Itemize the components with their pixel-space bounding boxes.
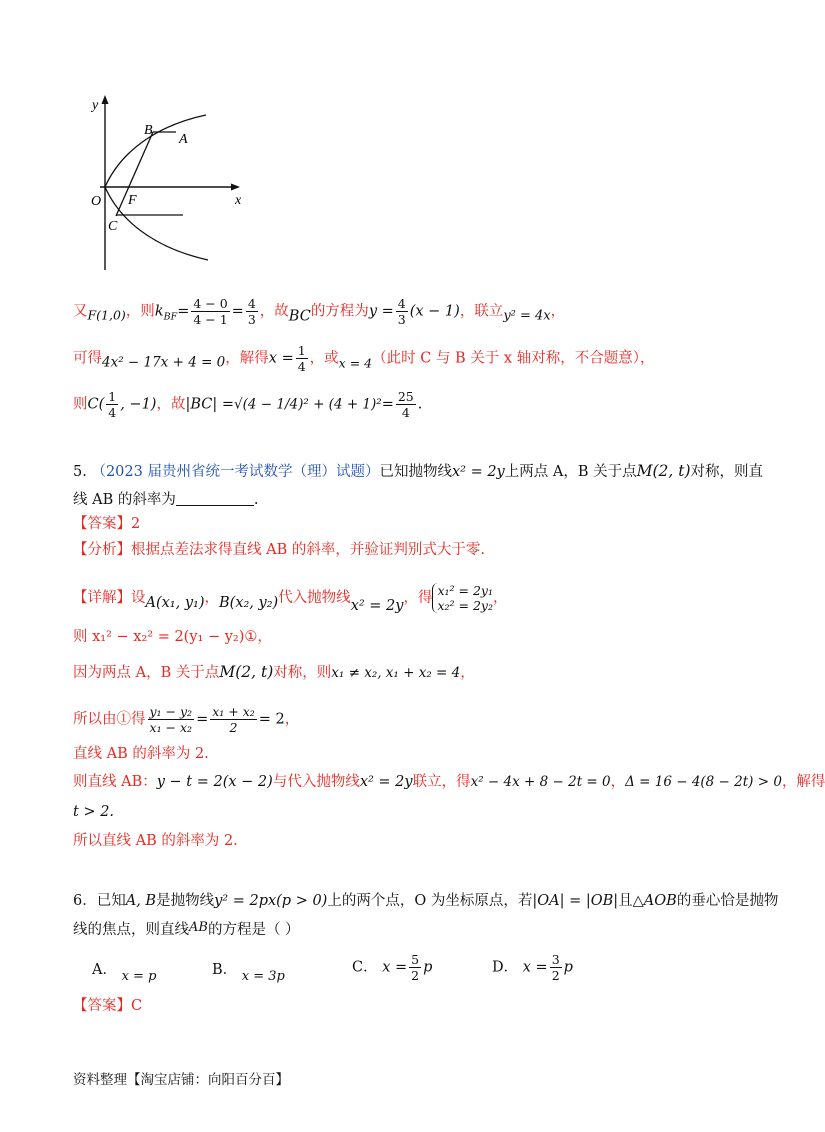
sol4-text: . <box>417 396 423 413</box>
sol4-eq: = <box>177 303 190 320</box>
fraction: $\frac{1}{4}$ <box>108 389 117 420</box>
a5-text: 对称，则 <box>273 665 332 681</box>
fraction: $\frac{3}{2}$ <box>551 952 560 983</box>
question-text: 上两点 A，B 关于点 <box>504 464 637 480</box>
question-text: . <box>253 492 259 508</box>
a5-detail6 <box>73 772 825 792</box>
sol4-text: ，联立 <box>459 303 504 320</box>
sol4-text: 的方程为 <box>310 303 369 320</box>
question-text: 线 AB 的斜率为 <box>73 492 176 508</box>
label-o: O <box>91 194 102 209</box>
fraction: $\frac{4}{3}$ <box>397 296 406 327</box>
label-b: B <box>144 123 153 138</box>
a5-text: ， <box>460 665 475 681</box>
sol4-text: ，或 <box>309 350 339 367</box>
question-text: 的方程是（ ） <box>207 922 300 938</box>
a5-text: ，得 <box>403 590 433 606</box>
quadratic-eq: 4x² − 17x + 4 = 0 <box>102 354 226 371</box>
points-ab: A, B <box>125 893 157 909</box>
option-value: p <box>563 959 573 976</box>
option-value: x = <box>522 959 548 976</box>
fraction: $\frac{5}{2}$ <box>411 952 420 983</box>
a5-text: 代入抛物线 <box>278 590 351 606</box>
fraction: $\frac{25}{4}$ <box>397 389 414 420</box>
sol4-text: ，则 <box>125 303 155 320</box>
x-axis-arrow <box>231 184 240 191</box>
question-text: 且 <box>618 893 633 909</box>
answer-blank <box>176 505 254 506</box>
point-a: A(x₁, y₁) <box>145 595 205 611</box>
sol4-line1 <box>73 296 565 327</box>
parabola-eq: y² = 4x <box>503 308 551 324</box>
option-b[interactable] <box>212 960 285 987</box>
question-text: 已知抛物线 <box>379 464 452 480</box>
a5-text: 【详解】设 <box>73 590 146 606</box>
q6-line1 <box>73 891 778 911</box>
sol4-text: 可得 <box>73 350 102 367</box>
a5-detail2: 则 x₁² − x₂² = 2(y₁ − y₂)①， <box>73 629 272 645</box>
a5-detail3 <box>73 662 475 683</box>
point-b: B(x₂, y₂) <box>219 595 279 611</box>
a5-text: ， <box>204 590 219 606</box>
sol4-text: ，故 <box>156 396 186 413</box>
a5-answer: 【答案】2 <box>73 516 141 532</box>
line-ab: AB <box>189 920 208 935</box>
sol4-text: （此时 C 与 B 关于 x 轴对称，不合题意）， <box>372 350 655 367</box>
line-bc: BC <box>288 308 311 325</box>
q6-answer: 【答案】C <box>73 998 143 1014</box>
label-y: y <box>92 98 99 113</box>
slope-k: k <box>154 303 164 320</box>
a5-eq: = <box>196 711 209 728</box>
line-eq: y − t = 2(x − 2) <box>156 774 273 790</box>
question-text: 对称，则直 <box>690 464 764 480</box>
math: (x − 1) <box>409 303 460 320</box>
sol4-text: ，解得 <box>225 350 269 367</box>
fraction: $\frac{1}{4}$ <box>297 343 306 374</box>
a5-detail5: 直线 AB 的斜率为 2. <box>73 746 209 762</box>
option-value: x = 3p <box>241 969 285 984</box>
discriminant: Δ = 16 − 4(8 − 2t) > 0 <box>625 774 782 790</box>
label-f: F <box>128 193 137 208</box>
a5-text: ， <box>493 590 508 606</box>
a5-text: 所以由①得 <box>73 711 146 728</box>
length-bc: |BC| = <box>185 396 235 413</box>
parabola-figure <box>88 92 248 277</box>
parabola-eq: y² = 2px(p > 0) <box>214 893 328 909</box>
slope-k-sub: BF <box>163 311 178 323</box>
parabola-eq: x² = 2y <box>359 774 413 790</box>
triangle: △AOB <box>632 893 677 909</box>
option-a[interactable] <box>92 960 156 987</box>
question-number: 5. <box>73 464 87 480</box>
parabola-eq: x² = 2y <box>350 598 404 614</box>
sol4-text: 又 <box>73 303 88 320</box>
point-m: M(2, t) <box>636 462 691 480</box>
a5-eq: = 2 <box>258 711 285 728</box>
fraction: $\frac{4}{3}$ <box>247 296 256 327</box>
fraction: $\frac{\text{y₁ − y₂}}{\text{x₁ − x₂}}$ <box>149 704 193 735</box>
label-c: C <box>108 219 118 234</box>
a5-analysis: 【分析】根据点差法求得直线 AB 的斜率，并验证判别式大于零. <box>73 542 485 558</box>
point-c: , −1) <box>120 396 157 413</box>
a5-text: 与代入抛物线 <box>272 774 360 790</box>
a5-text: 因为两点 A，B 关于点 <box>73 665 220 681</box>
footer-text: 资料整理【淘宝店铺：向阳百分百】 <box>73 1072 289 1088</box>
option-label: C． <box>352 959 378 976</box>
option-label: B． <box>212 962 238 978</box>
a5-detail1 <box>73 583 508 616</box>
q5-line1 <box>73 461 763 482</box>
a5-detail7 <box>73 802 114 822</box>
parabola-eq: x² = 2y <box>451 464 505 480</box>
sol4-line3 <box>73 389 422 420</box>
option-label: D． <box>492 959 519 976</box>
sqrt-expr: √(4 − 1/4)² + (4 + 1)² <box>234 396 382 413</box>
result: t > 2. <box>73 804 115 820</box>
question-text: 的垂心恰是抛物 <box>676 893 779 909</box>
equation-system: x₁² = 2y₁ x₂² = 2y₂ <box>432 583 493 613</box>
option-value: x = p <box>121 969 157 984</box>
point-f: F(1,0) <box>87 307 126 323</box>
point-c: C( <box>87 396 105 413</box>
a5-detail8: 所以直线 AB 的斜率为 2. <box>73 833 238 849</box>
question-text: 6．已知 <box>73 893 126 909</box>
sol4-text: 则 <box>73 396 88 413</box>
sol4-eq: = <box>231 303 244 320</box>
question-text: 线的焦点，则直线 <box>73 922 189 938</box>
question-text: 上的两个点，O 为坐标原点，若 <box>327 893 533 909</box>
y-axis-arrow <box>102 95 109 104</box>
option-value: p <box>423 959 433 976</box>
option-d[interactable] <box>492 952 573 983</box>
math: |OA| = |OB| <box>532 893 619 909</box>
option-value: x = <box>382 959 408 976</box>
label-x: x <box>235 193 242 208</box>
a5-text: ， <box>284 711 300 728</box>
a5-text: ，解得 <box>781 774 825 790</box>
fraction: $\frac{\text{x₁ + x₂}}{2}$ <box>212 704 255 735</box>
question-text: 是抛物线 <box>156 893 215 909</box>
option-c[interactable] <box>352 952 432 983</box>
option-label: A． <box>92 962 117 978</box>
a5-text: 则直线 AB： <box>73 774 157 790</box>
math: x = 4 <box>338 355 373 371</box>
math: x₁ ≠ x₂, x₁ + x₂ = 4 <box>331 665 461 681</box>
sol4-text: ， <box>550 303 566 320</box>
a5-detail4 <box>73 704 299 735</box>
sol4-eq: = <box>381 396 394 413</box>
a5-text: 联立，得 <box>412 774 471 790</box>
q5-line2 <box>73 490 258 510</box>
fraction: $\frac{4 - 0}{4 - 1}$ <box>193 296 228 327</box>
quadratic-eq: x² − 4x + 8 − 2t = 0 <box>470 774 611 790</box>
label-a: A <box>179 132 188 147</box>
point-m: M(2, t) <box>219 663 274 681</box>
sol4-text: ，故 <box>259 303 289 320</box>
question-source: （2023 届贵州省统一考试数学（理）试题） <box>91 464 380 480</box>
math: x = <box>268 350 294 367</box>
sol4-line2 <box>73 343 654 374</box>
a5-text: ， <box>610 774 626 790</box>
math: y = <box>368 303 394 320</box>
q6-line2 <box>73 918 300 940</box>
